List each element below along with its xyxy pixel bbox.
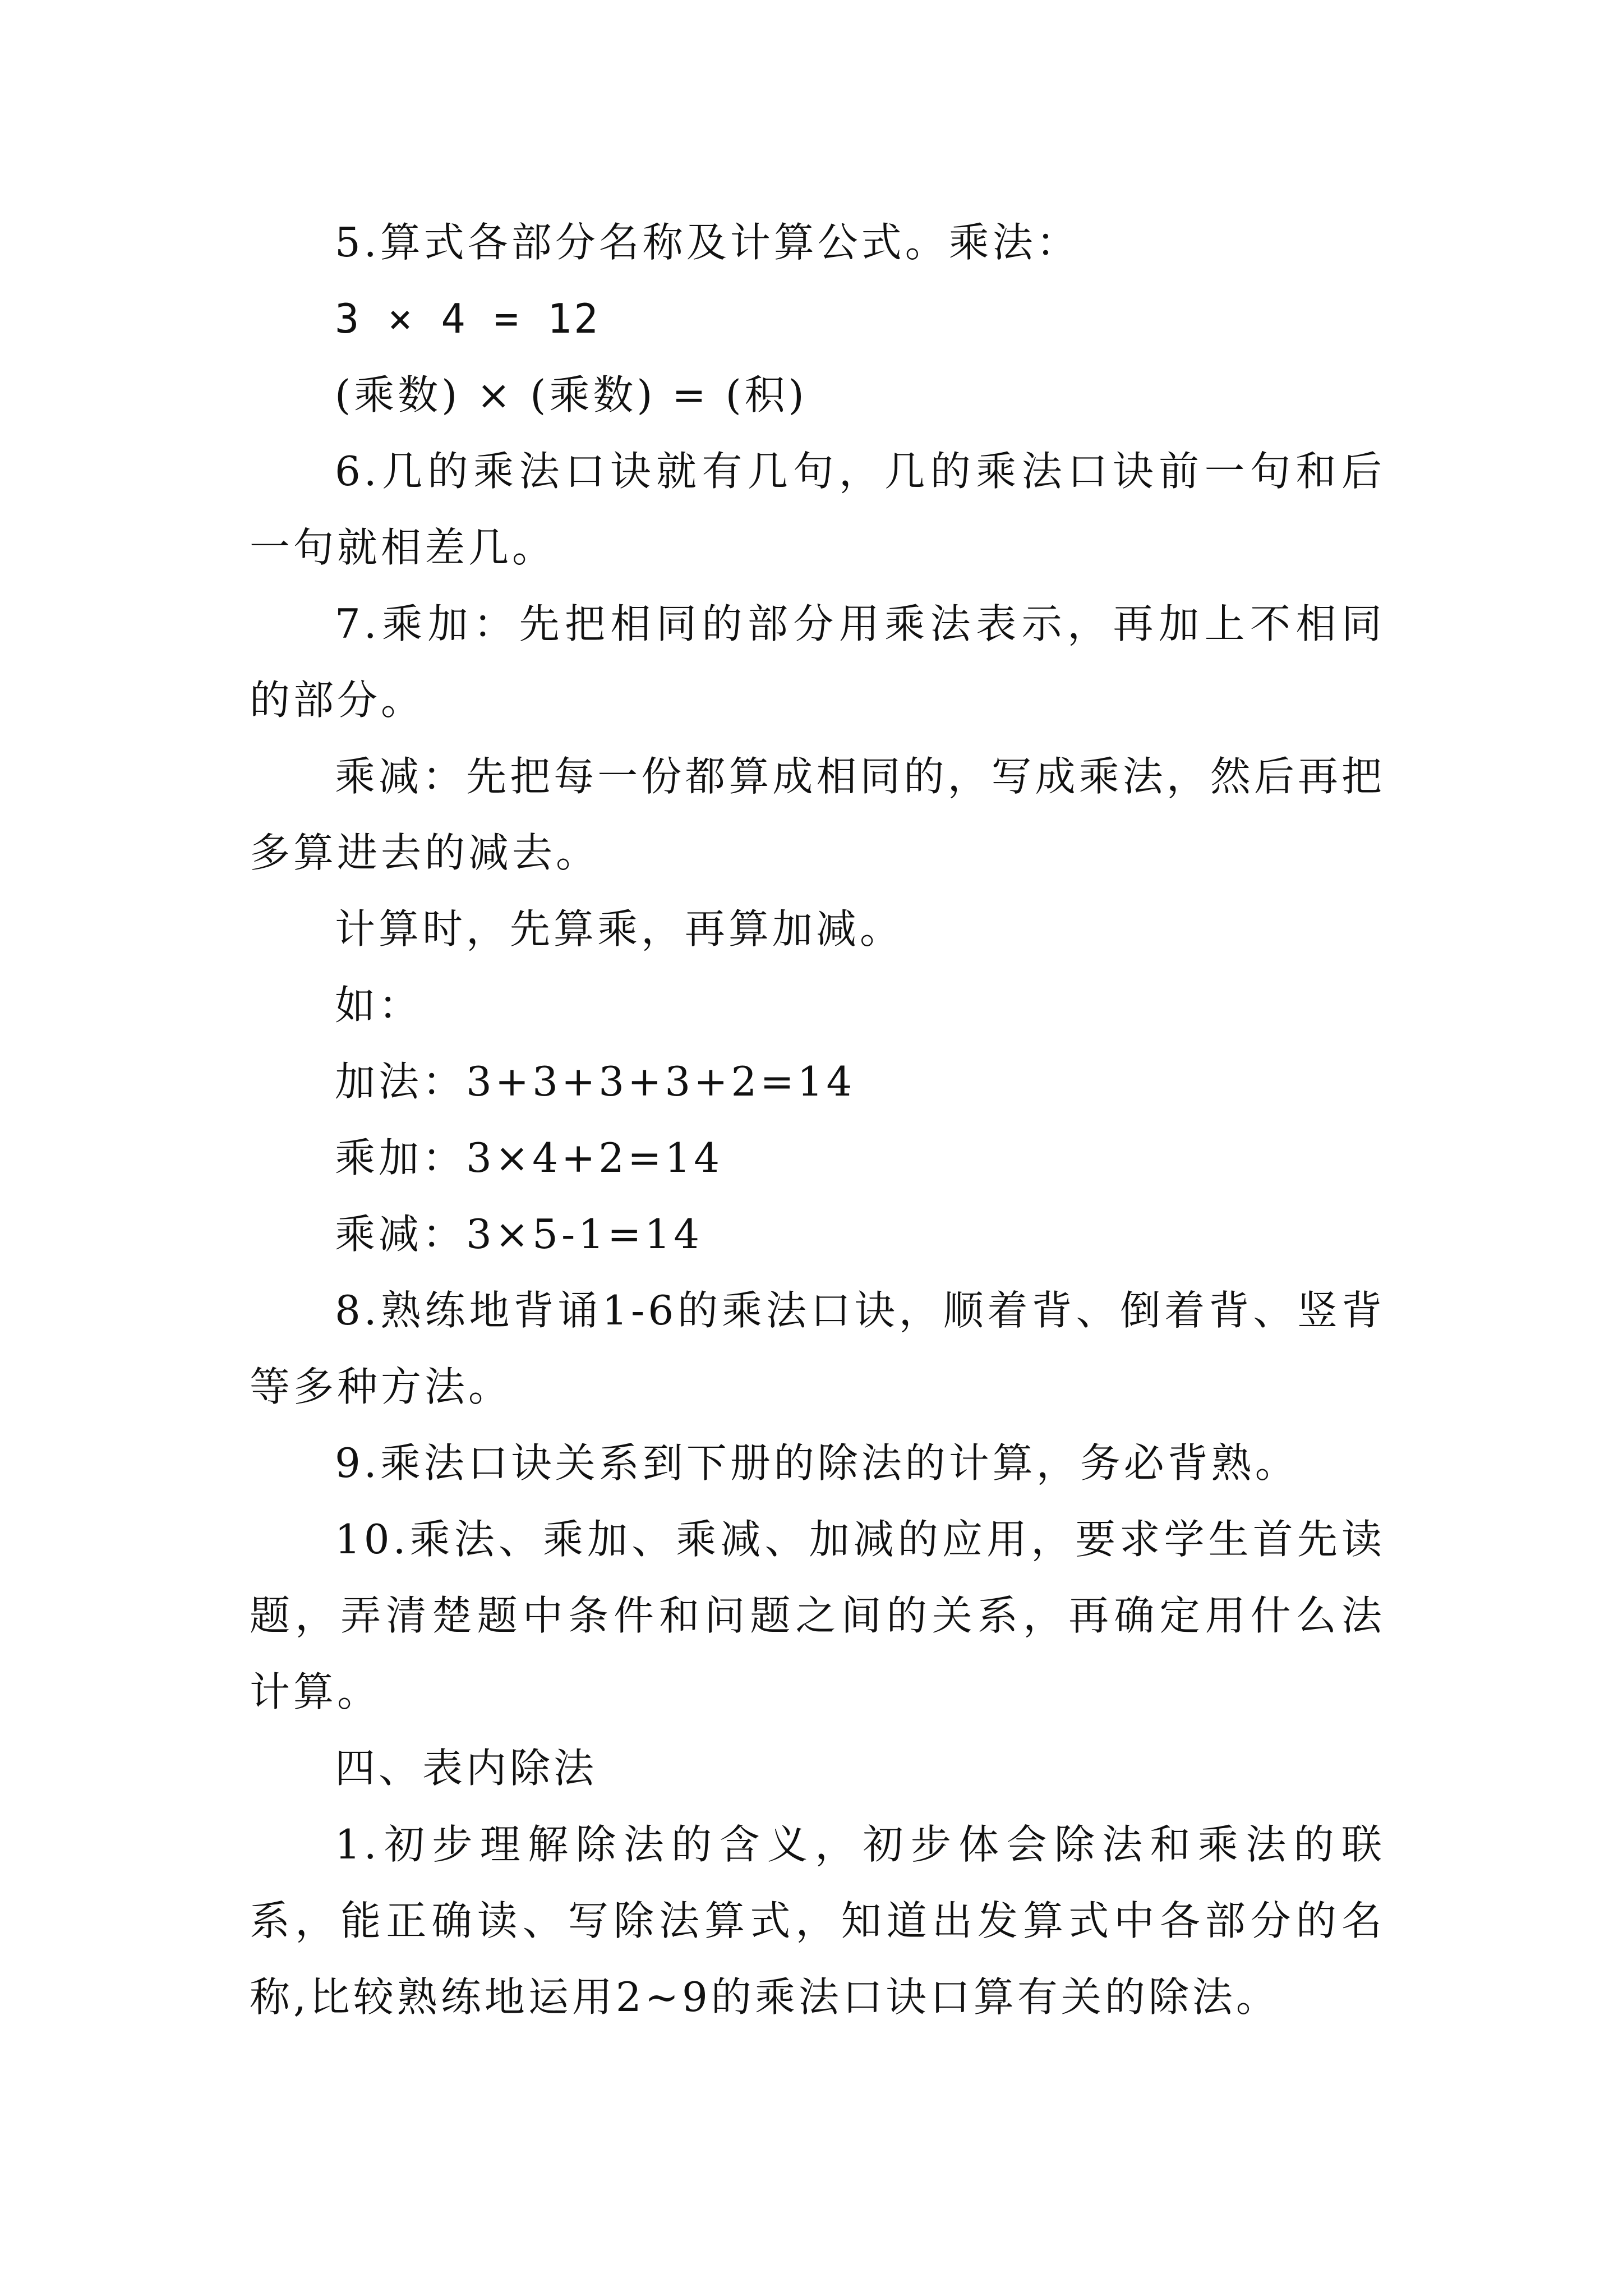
paragraph-order-of-operations: 计算时，先算乘，再算加减。: [335, 905, 904, 953]
paragraph-item-7: 7.乘加：先把相同的部分用乘法表示，再加上不相同的部分。: [250, 600, 1385, 724]
paragraph-item-8: 8.熟练地背诵1-6的乘法口诀，顺着背、倒着背、竖背等多种方法。: [250, 1287, 1385, 1410]
paragraph-multiplication-parts: (乘数) × (乘数) = (积): [335, 371, 808, 418]
paragraph-example-addition: 加法：3+3+3+3+2=14: [335, 1058, 856, 1105]
section-heading-division: 四、表内除法: [335, 1745, 598, 1792]
paragraph-example-intro: 如：: [335, 982, 423, 1029]
paragraph-item-10: 10.乘法、乘加、乘减、加减的应用，要求学生首先读题，弄清楚题中条件和问题之间的关系，再确定用什么法计算。: [250, 1516, 1385, 1715]
paragraph-item-9: 9.乘法口诀关系到下册的除法的计算，务必背熟。: [335, 1439, 1299, 1487]
paragraph-multiply-subtract: 乘减：先把每一份都算成相同的，写成乘法，然后再把多算进去的减去。: [250, 753, 1385, 876]
paragraph-example-multiply-add: 乘加：3×4+2=14: [335, 1134, 723, 1181]
paragraph-item-6: 6.几的乘法口诀就有几句，几的乘法口诀前一句和后一句就相差几。: [250, 448, 1385, 571]
document-body: [250, 204, 1385, 2035]
paragraph-division-item-1: 1.初步理解除法的含义，初步体会除法和乘法的联系，能正确读、写除法算式，知道出发算式中各部分的名称,比较熟练地运用2~9的乘法口诀口算有关的除法。: [250, 1821, 1385, 2021]
paragraph-multiplication-example: 3 × 4 = 12: [335, 295, 601, 342]
paragraph-example-multiply-subtract: 乘减：3×5-1=14: [335, 1211, 703, 1258]
paragraph-formula-names: 5.算式各部分名称及计算公式。乘法：: [335, 219, 1080, 266]
